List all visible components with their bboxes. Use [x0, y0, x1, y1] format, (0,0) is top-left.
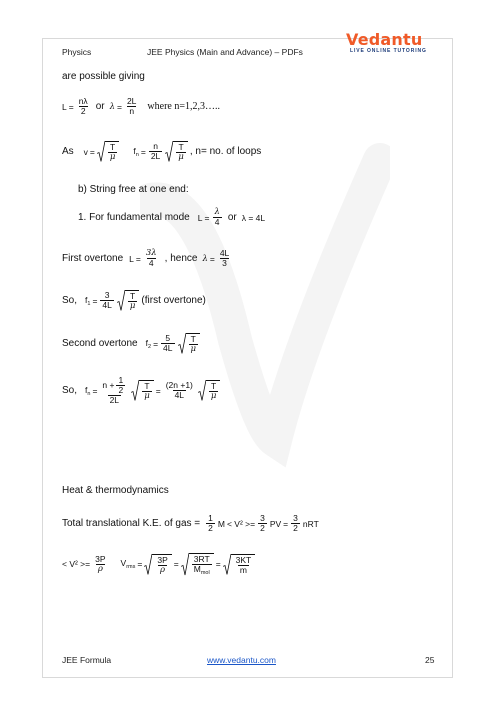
frac-den: 4L — [102, 299, 112, 310]
footer-website-link[interactable]: www.vedantu.com — [207, 655, 276, 665]
frac-num: 5 — [165, 333, 171, 343]
num-n-plus: n + — [102, 380, 115, 391]
frac-den: ρ — [97, 563, 103, 574]
frac-den: μ — [190, 343, 197, 354]
frac-num: 3λ — [145, 248, 157, 258]
fraction-three-halves-2 — [291, 514, 300, 533]
frac-den: μ — [129, 300, 136, 311]
equation-f1: So, $f_1$ = $\frac{3}{4L}$ $\frac{T}{\mu}$ (first overtone) — [62, 290, 206, 311]
section-heading-heat-thermodynamics: Heat & thermodynamics — [62, 485, 169, 496]
word-or: or — [95, 101, 105, 113]
sub-2: 2 — [148, 343, 152, 350]
frac-den: 4L — [163, 342, 173, 353]
frac-den: n — [129, 105, 135, 116]
equation-fundamental-mode: 1. For fundamental mode L = $\frac{\lambda}{4}$ or λ = 4L — [78, 207, 266, 227]
fraction-2n-plus-1-over-4L — [164, 381, 195, 400]
frac-den: 2 — [293, 522, 298, 533]
frac-den: m — [239, 564, 247, 575]
equation-length-wavelength: L = $\frac{n\lambda}{2}$ or λ = $\frac{2L}{n}$ where n=1,2,3….. — [62, 96, 220, 116]
frac-den: μ — [210, 391, 217, 402]
frac-num: T — [211, 381, 217, 392]
sub-n: n — [135, 151, 139, 158]
page-number: 25 — [425, 655, 435, 665]
word-hence: , hence — [164, 253, 198, 265]
fraction-n-plus-half-over-2L — [100, 376, 128, 406]
var-M: M — [193, 563, 201, 574]
var-lambda: λ — [202, 253, 208, 264]
logo-wordmark: Vedantu — [346, 30, 423, 49]
sqrt-T-over-mu — [97, 141, 120, 162]
sqrt-T-over-mu-5 — [131, 380, 154, 401]
word-so: So, — [62, 385, 78, 397]
equation-kinetic-energy: Total translational K.E. of gas = $\frac{1}{2}$ M < V² >= $\frac{3}{2}$ PV = $\frac{3}{2}$ nRT — [62, 513, 319, 533]
var-lambda: λ — [109, 101, 115, 112]
frac-num: T — [130, 291, 136, 301]
frac-den: 2 — [118, 384, 124, 395]
fraction-2L-over-n — [125, 97, 138, 116]
frac-num: 3 — [104, 290, 110, 300]
equation-fn-general: So, $f_n$ = n + $\frac{1}{2}$ 2L $\frac{T}{\mu}$ = $\frac{(2n +1)}{4L}$ $\frac{T}{\mu}$ — [62, 376, 220, 406]
sub-mol: mol — [200, 569, 210, 576]
frac-num: 3P — [95, 553, 106, 564]
frac-den: 4 — [214, 216, 220, 227]
sqrt-T-over-mu-3 — [117, 290, 140, 311]
fraction-three-halves — [258, 514, 267, 533]
frac-num: 3P — [157, 554, 168, 565]
mean-square-velocity: < V² >= — [226, 518, 256, 529]
vedantu-logo — [346, 30, 450, 60]
sub-1: 1 — [87, 300, 91, 307]
frac-num: 3 — [293, 513, 298, 523]
equation-first-overtone: First overtone L = $\frac{3\lambda}{4}$ , hence λ = $\frac{4L}{3}$ — [62, 248, 230, 268]
heading-string-free-end: b) String free at one end: — [78, 184, 189, 195]
equation-rms-velocity: < V² >= $\frac{3P}{\rho}$ $V_{rms}$ = $\frac{3P}{\rho}$ = $\frac{3RT}{M_{mol}}$ = $\frac{3KT}{m}$ — [62, 553, 255, 576]
frac-num: 2L — [126, 96, 137, 106]
frac-num: 4L — [219, 248, 230, 258]
frac-num: 1 — [208, 513, 213, 523]
frac-den: 3 — [222, 257, 227, 268]
fraction-3lambda-over-4 — [144, 249, 159, 268]
note-first-overtone: (first overtone) — [141, 295, 206, 307]
frac-num: T — [190, 334, 196, 344]
frac-num: 3KT — [235, 554, 252, 565]
fraction-half — [206, 514, 215, 533]
sqrt-3RT-over-Mmol — [181, 553, 214, 576]
fraction-lambda-over-4 — [212, 208, 221, 227]
var-f: f — [85, 384, 88, 395]
eq-lambda-4L: λ = 4L — [241, 212, 266, 223]
frac-num: 1 — [118, 375, 124, 385]
frac-den: 2 — [208, 522, 213, 533]
text-loops: , n= no. of loops — [189, 146, 262, 158]
frac-num: 3RT — [193, 554, 210, 564]
logo-tagline: LIVE ONLINE TUTORING — [350, 48, 427, 54]
frac-num: T — [144, 381, 150, 392]
sqrt-T-over-mu-4 — [178, 333, 201, 354]
frac-num: (2n +1) — [165, 380, 193, 391]
var-f: f — [145, 337, 148, 348]
var-L: L — [197, 212, 203, 223]
frac-num: n — [153, 141, 158, 151]
frac-num: T — [178, 142, 184, 152]
var-L: L — [62, 101, 67, 112]
fraction-5-over-4L — [161, 334, 174, 353]
fraction-n-lambda-over-2 — [77, 97, 90, 116]
fraction-n-over-2L — [149, 142, 162, 161]
frac-num: λ — [214, 207, 220, 217]
frac-den: μ — [178, 151, 184, 162]
frac-den: 2L — [150, 150, 161, 161]
eq-sign: = — [68, 101, 74, 112]
frac-num: nλ — [78, 96, 88, 106]
word-so: So, — [62, 295, 78, 307]
frac-num: T — [110, 142, 116, 152]
sqrt-3KT-over-m — [223, 554, 256, 575]
sqrt-T-over-mu-2 — [165, 141, 188, 162]
var-f: f — [133, 145, 136, 156]
label-second-overtone: Second overtone — [62, 338, 138, 350]
sub-rms: rms — [126, 564, 136, 571]
equation-wave-speed: As v = $\frac{T}{\mu}$ $f_n$ = $\frac{n}{2L}$ $\frac{T}{\mu}$ , n= no. of loops — [62, 141, 262, 162]
label-first-overtone: First overtone — [62, 253, 124, 265]
label-total-ke: Total translational K.E. of gas = — [62, 518, 201, 530]
var-M: M — [217, 518, 225, 529]
fraction-4L-over-3 — [218, 249, 231, 268]
text-possible-giving: are possible giving — [62, 71, 145, 82]
frac-den: μ — [109, 151, 116, 162]
footer-label: JEE Formula — [62, 655, 112, 665]
sqrt-T-over-mu-6 — [198, 380, 221, 401]
var-L: L — [129, 253, 134, 264]
sqrt-3P-over-rho — [144, 554, 171, 575]
var-PV: PV — [269, 518, 282, 529]
frac-den: 4 — [148, 257, 154, 268]
frac-den: ρ — [160, 564, 166, 575]
var-v: v — [83, 146, 88, 157]
var-f: f — [85, 294, 88, 305]
word-as: As — [62, 146, 74, 158]
sub-n: n — [87, 390, 91, 397]
var-V: V — [120, 558, 127, 569]
frac-den: 4L — [174, 390, 185, 401]
fraction-3P-over-rho — [93, 555, 107, 574]
word-or: or — [227, 212, 237, 224]
equation-second-overtone: Second overtone $f_2$ = $\frac{5}{4L}$ $\frac{T}{\mu}$ — [62, 333, 200, 354]
frac-num: 3 — [260, 513, 265, 523]
fraction-3-over-4L — [100, 291, 113, 310]
frac-den: μ — [144, 391, 150, 402]
header-subject: Physics — [62, 47, 92, 57]
mean-square-velocity: < V² >= — [62, 559, 91, 570]
text-where-n: where n=1,2,3….. — [147, 101, 220, 113]
label-fundamental-mode: 1. For fundamental mode — [78, 212, 190, 224]
var-nRT: nRT — [302, 518, 319, 529]
header-title: JEE Physics (Main and Advance) – PDFs — [147, 47, 303, 57]
frac-den: 2L — [109, 395, 120, 406]
frac-den: 2 — [260, 522, 265, 533]
frac-den: 2 — [80, 105, 86, 116]
